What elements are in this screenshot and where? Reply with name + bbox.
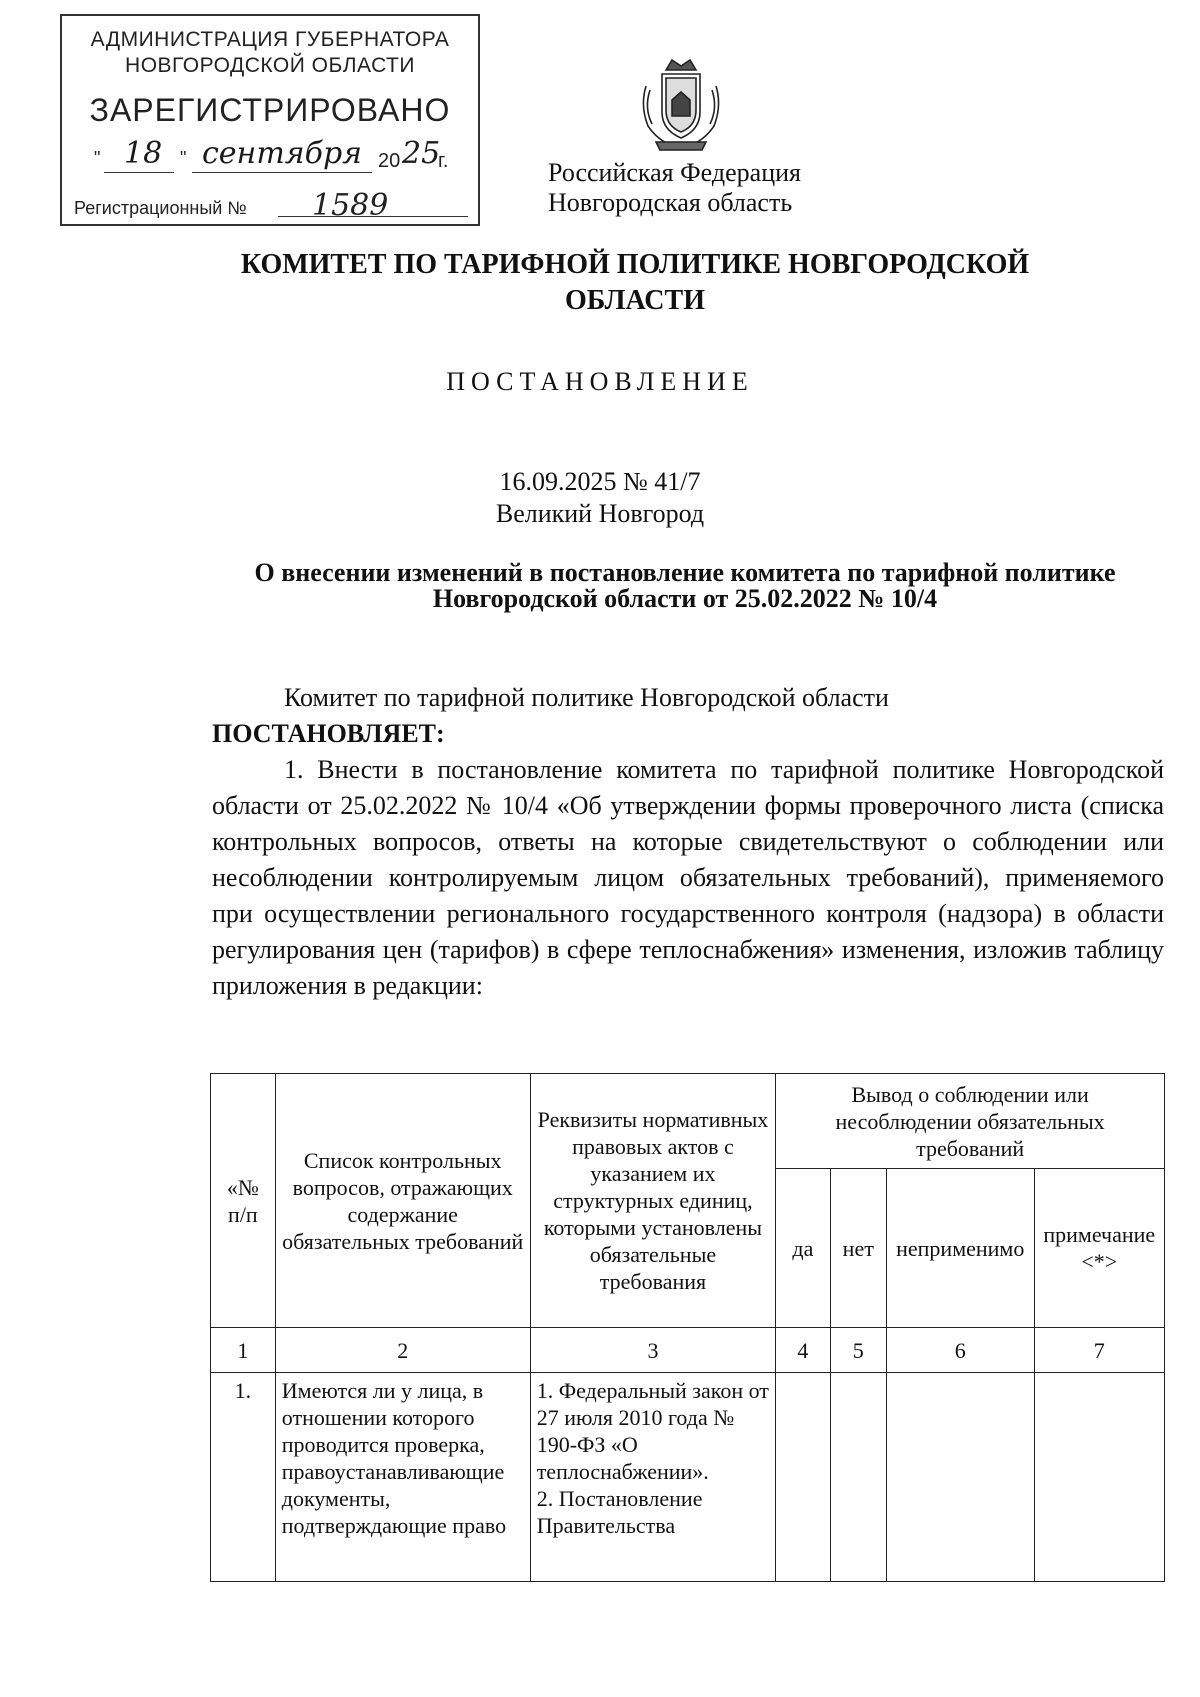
row-na — [886, 1373, 1034, 1582]
coat-of-arms-icon — [636, 56, 726, 154]
requirements-table — [210, 1073, 1165, 1582]
column-number: 6 — [886, 1328, 1034, 1373]
column-number: 3 — [530, 1328, 776, 1373]
row-acts — [530, 1373, 776, 1582]
header-acts: Реквизиты нормативных правовых актов с указанием их структурных единиц, которыми установлены обязательные требования — [530, 1074, 776, 1328]
header-num: «№ п/п — [211, 1074, 276, 1328]
document-subject: О внесении изменений в постановление комитета по тарифной политике Новгородской области от 25.02.2022 № 10/4 — [254, 558, 1116, 613]
body-intro: Комитет по тарифной политике Новгородской области — [284, 683, 889, 712]
header-no: нет — [830, 1169, 886, 1328]
document-body — [212, 680, 1164, 1004]
stamp-year-unit: г. — [438, 150, 449, 172]
row-act-line-1: 1. Федеральный закон от 27 июля 2010 года № 190-ФЗ «О теплоснабжении». — [536, 1378, 769, 1484]
row-act-line-2: 2. Постановление Правительства — [536, 1486, 703, 1538]
header-conclusion: Вывод о соблюдении или несоблюдении обязательных требований — [776, 1074, 1165, 1169]
stamp-registered-label: ЗАРЕГИСТРИРОВАНО — [89, 92, 451, 128]
row-num: 1. — [211, 1373, 276, 1582]
row-question: Имеются ли у лица, в отношении которого проводится проверка, правоустанавливающие документы, подтверждающие право — [275, 1373, 530, 1582]
column-number: 4 — [776, 1328, 830, 1373]
body-decides: ПОСТАНОВЛЯЕТ: — [212, 719, 445, 748]
stamp-date — [88, 136, 468, 182]
body-item-1: 1. Внести в постановление комитета по тарифной политике Новгородской области от 25.02.2022 № 10/4 «Об утверждении формы проверочного листа (списка контрольных вопросов, ответы на которые свидетельствуют о соблюдении или несоблюдении контролируемым лицом обязательных требований), применяемого при осуществлении регионального государственного контроля (надзора) в области регулирования цен (тарифов) в сфере теплоснабжения» изменения, изложив таблицу приложения в редакции: — [212, 755, 1164, 1000]
stamp-month-underline — [192, 172, 372, 173]
region-name: Новгородская область — [548, 188, 793, 217]
header-questions: Список контрольных вопросов, отражающих содержание обязательных требований — [275, 1074, 530, 1328]
stamp-month: сентября — [202, 136, 363, 171]
column-number: 5 — [830, 1328, 886, 1373]
stamp-quote-close-icon: " — [180, 148, 187, 168]
stamp-year-suffix: 25 — [402, 136, 441, 171]
column-number: 2 — [275, 1328, 530, 1373]
document-type: ПОСТАНОВЛЕНИЕ — [446, 367, 754, 396]
header-note: примечание <*> — [1034, 1169, 1164, 1328]
column-number: 1 — [211, 1328, 276, 1373]
country-name: Российская Федерация — [548, 158, 801, 187]
stamp-reg-label: Регистрационный № — [74, 198, 247, 218]
stamp-authority-line2: НОВГОРОДСКОЙ ОБЛАСТИ — [125, 54, 415, 77]
column-number: 7 — [1034, 1328, 1164, 1373]
issuer-block — [548, 158, 801, 218]
row-no — [830, 1373, 886, 1582]
document-date-number: 16.09.2025 № 41/7 — [499, 467, 701, 496]
stamp-authority-line1: АДМИНИСТРАЦИЯ ГУБЕРНАТОРА — [90, 28, 450, 51]
stamp-day: 18 — [124, 136, 163, 171]
stamp-year-prefix: 20 — [378, 150, 401, 172]
header-na: неприменимо — [886, 1169, 1034, 1328]
stamp-quote-open-icon: " — [94, 148, 101, 168]
row-yes — [776, 1373, 830, 1582]
stamp-day-underline — [104, 172, 174, 173]
committee-title: КОМИТЕТ ПО ТАРИФНОЙ ПОЛИТИКЕ НОВГОРОДСКОЙ ОБЛАСТИ — [240, 249, 1030, 316]
document-date-number-block — [0, 466, 1200, 530]
header-yes: да — [776, 1169, 830, 1328]
table-header-row — [211, 1074, 1165, 1169]
row-note — [1034, 1373, 1164, 1582]
registration-stamp — [60, 14, 480, 226]
document-city: Великий Новгород — [495, 499, 705, 528]
table-column-numbers-row — [211, 1328, 1165, 1373]
stamp-reg-number: 1589 — [312, 188, 389, 223]
table-row — [211, 1373, 1165, 1582]
